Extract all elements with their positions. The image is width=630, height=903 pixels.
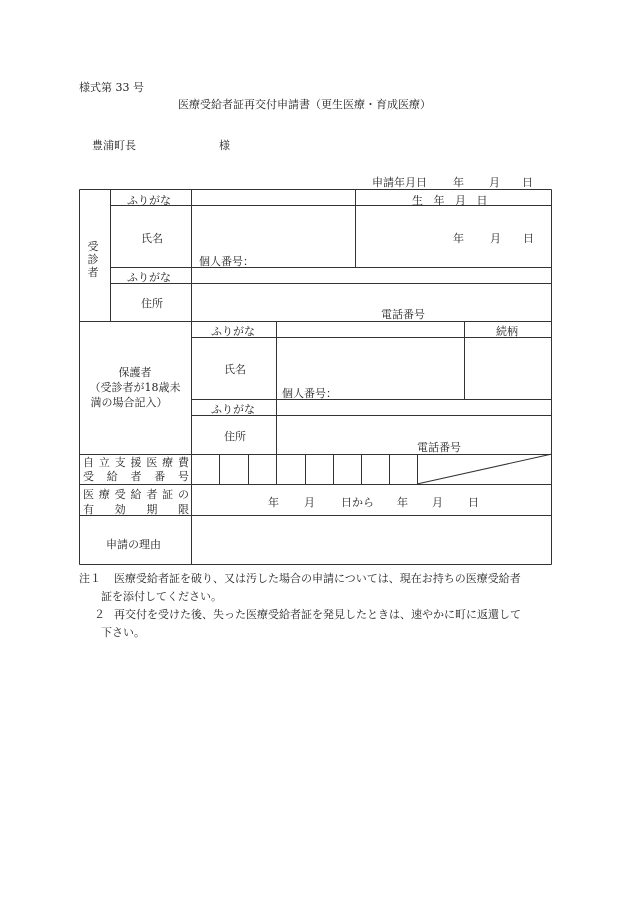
note-1-line-1: 医療受給者証を破り、又は汚した場合の申請については、現在お持ちの医療受給者 xyxy=(114,572,521,585)
note-2-mark: ２ xyxy=(94,608,105,621)
patient-address-label: 住所 xyxy=(141,297,163,310)
guardian-address-furigana-label: ふりがな xyxy=(211,403,255,416)
patient-address-furigana-label: ふりがな xyxy=(127,271,171,284)
validity-to-month: 月 xyxy=(432,496,443,509)
patient-my-number-label: 個人番号： xyxy=(199,255,254,268)
validity-to-year: 年 xyxy=(397,496,408,509)
reason-label: 申請の理由 xyxy=(106,538,161,551)
guardian-section-label: 保護者 （受診者が18歳未 満の場合記入） xyxy=(89,366,181,409)
benefit-number-label: 自 立 支 援 医 療 費 受 給 者 番 号 xyxy=(83,456,189,483)
validity-to-day: 日 xyxy=(468,496,479,509)
patient-phone-label: 電話番号 xyxy=(381,308,425,321)
application-date-label: 申請年月日 xyxy=(372,176,427,189)
form-title: 医療受給者証再交付申請書（更生医療・育成医療） xyxy=(178,98,431,111)
patient-birth-month: 月 xyxy=(490,232,501,245)
patient-birth-year: 年 xyxy=(453,232,464,245)
form-number: 様式第 33 号 xyxy=(79,81,144,94)
application-date-year: 年 xyxy=(453,176,464,189)
honorific: 様 xyxy=(219,139,230,152)
patient-name-label: 氏名 xyxy=(141,232,163,245)
note-2-line-1: 再交付を受けた後、失った医療受給者証を発見したときは、速やかに町に返還して xyxy=(114,608,521,621)
patient-label-char: 者 xyxy=(87,266,99,279)
patient-birth-day: 日 xyxy=(523,232,534,245)
patient-birthdate-label: 生 年 月 日 xyxy=(412,194,488,207)
validity-label: 医 療 受 給 者 証 の 有 効 期 限 xyxy=(83,488,189,516)
validity-from-day: 日から xyxy=(341,496,374,509)
guardian-phone-label: 電話番号 xyxy=(417,441,461,454)
patient-furigana-label: ふりがな xyxy=(127,194,171,207)
application-date-day: 日 xyxy=(522,176,533,189)
note-2-line-2: 下さい。 xyxy=(101,626,145,639)
patient-label-char: 受 xyxy=(87,240,99,253)
patient-section-label xyxy=(87,240,99,279)
guardian-name-label: 氏名 xyxy=(224,363,246,376)
guardian-my-number-label: 個人番号： xyxy=(282,387,337,400)
addressee: 豊浦町長 xyxy=(92,139,136,152)
validity-from-year: 年 xyxy=(268,496,279,509)
note-1-mark: 注１ xyxy=(79,572,101,585)
guardian-relation-label: 続柄 xyxy=(496,325,518,338)
patient-label-char: 診 xyxy=(87,253,99,266)
note-1-line-2: 証を添付してください。 xyxy=(101,590,222,603)
guardian-address-label: 住所 xyxy=(224,430,246,443)
application-date-month: 月 xyxy=(489,176,500,189)
validity-from-month: 月 xyxy=(304,496,315,509)
guardian-furigana-label: ふりがな xyxy=(211,325,255,338)
